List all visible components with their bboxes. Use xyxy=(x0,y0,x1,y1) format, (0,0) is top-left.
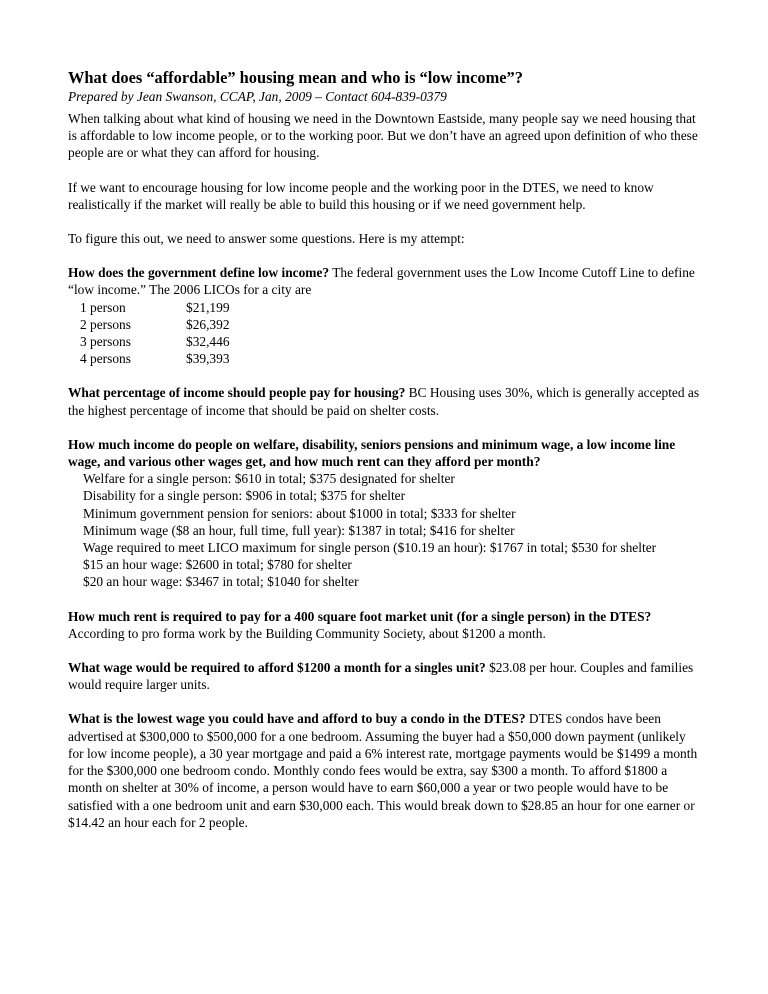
income-list xyxy=(68,470,704,590)
list-item: $20 an hour wage: $3467 in total; $1040 for shelter xyxy=(83,574,359,590)
answer-text: BC Housing uses 30%, which is generally accepted as the highest percentage of income that should be paid on shelter costs. xyxy=(68,385,700,418)
question-heading: How much rent is required to pay for a 400 square foot market unit (for a single person) in the DTES? xyxy=(68,608,652,624)
answer-text: The federal government uses the Low Income Cutoff Line to define “low income.” The 2006 LICOs for a city are xyxy=(68,265,695,298)
answer-text: $23.08 per hour. Couples and families would require larger units. xyxy=(68,660,694,693)
intro-paragraph-3: To figure this out, we need to answer some questions. Here is my attempt: xyxy=(68,231,465,247)
section-condo-wage xyxy=(68,710,704,830)
list-item: Minimum government pension for seniors: about $1000 in total; $333 for shelter xyxy=(83,505,516,521)
intro-paragraph-1: When talking about what kind of housing we need in the Downtown Eastside, many people say we need housing that is affordable to low income people, or to the working poor. But we don’t have an agreed upon definition of who these people are or what they can afford for housing. xyxy=(68,111,698,161)
section-income-levels xyxy=(68,436,704,470)
document-byline: Prepared by Jean Swanson, CCAP, Jan, 2009 – Contact 604-839-0379 xyxy=(68,89,447,104)
lico-row xyxy=(80,350,704,367)
lico-amount: $21,199 xyxy=(186,299,230,315)
answer-text: According to pro forma work by the Building Community Society, about $1200 a month. xyxy=(68,625,546,641)
document-body xyxy=(68,68,704,831)
question-heading: What percentage of income should people pay for housing? xyxy=(68,385,406,401)
lico-amount: $32,446 xyxy=(186,334,230,350)
lico-row xyxy=(80,299,704,316)
list-item: Wage required to meet LICO maximum for single person ($10.19 an hour): $1767 in total; $530 for shelter xyxy=(83,540,657,556)
question-heading: How much income do people on welfare, disability, seniors pensions and minimum wage, a low income line wage, and various other wages get, and how much rent can they afford per month? xyxy=(68,436,676,470)
lico-persons: 3 persons xyxy=(80,334,131,350)
list-item: Minimum wage ($8 an hour, full time, full year): $1387 in total; $416 for shelter xyxy=(83,522,515,538)
lico-persons: 1 person xyxy=(80,299,126,315)
intro-paragraph-2: If we want to encourage housing for low income people and the working poor in the DTES, we need to know realistically if the market will really be able to build this housing or if we need government help. xyxy=(68,179,654,212)
lico-table xyxy=(68,299,704,368)
lico-row xyxy=(80,316,704,333)
lico-persons: 2 persons xyxy=(80,316,131,332)
lico-amount: $26,392 xyxy=(186,316,230,332)
section-required-wage xyxy=(68,659,704,693)
section-low-income-definition xyxy=(68,264,704,298)
section-housing-percentage xyxy=(68,384,704,418)
lico-persons: 4 persons xyxy=(80,351,131,367)
document-title: What does “affordable” housing mean and who is “low income”? xyxy=(68,68,523,87)
question-heading: What is the lowest wage you could have and afford to buy a condo in the DTES? xyxy=(68,711,526,727)
list-item: Disability for a single person: $906 in total; $375 for shelter xyxy=(83,488,406,504)
lico-row xyxy=(80,333,704,350)
question-heading: How does the government define low income? xyxy=(68,265,330,281)
list-item: Welfare for a single person: $610 in total; $375 designated for shelter xyxy=(83,471,455,487)
lico-amount: $39,393 xyxy=(186,351,230,367)
answer-text: DTES condos have been advertised at $300,000 to $500,000 for a one bedroom. Assuming the buyer had a $50,000 down payment (unlikely for low income people), a 30 year mortgage and paid a 6% interest rate, mortgage payments would be $1499 a month for the $300,000 one bedroom condo. Monthly condo fees would be extra, say $300 a month. To afford $1800 a month on shelter at 30% of income, a person would have to earn $60,000 a year or two people would have to be satisfied with a one bedroom unit and earn $30,000 each. This would break down to $28.85 an hour for one earner or $14.42 an hour each for 2 people. xyxy=(68,711,698,830)
list-item: $15 an hour wage: $2600 in total; $780 for shelter xyxy=(83,557,352,573)
question-heading: What wage would be required to afford $1200 a month for a singles unit? xyxy=(68,660,486,676)
section-market-rent xyxy=(68,608,704,642)
